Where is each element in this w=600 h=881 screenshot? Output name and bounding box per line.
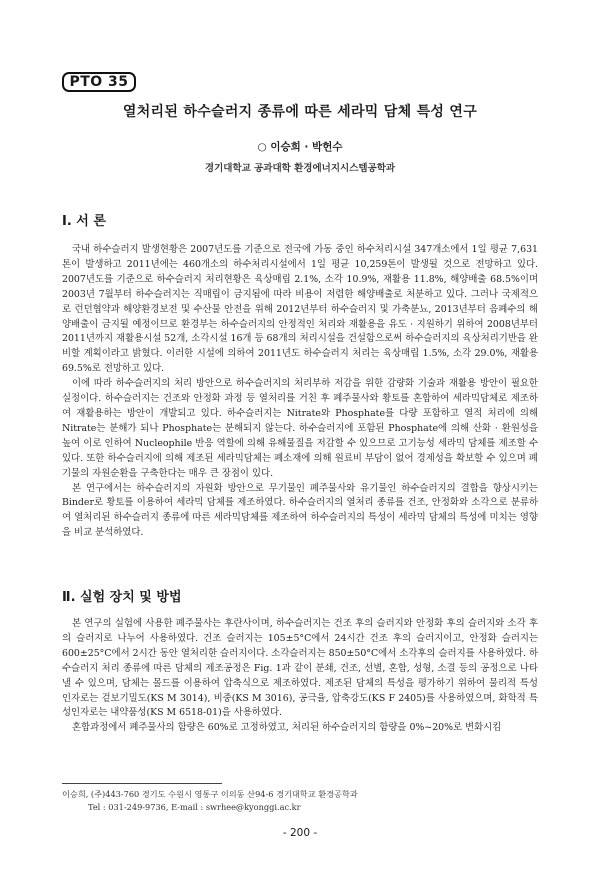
section-heading-methods: Ⅱ. 실험 장치 및 방법 <box>62 590 182 605</box>
paragraph: 본 연구의 실험에 사용한 폐주물사는 후란사이며, 하수슬러지는 건조 후의 슬러지와 안정화 후의 슬러지와 소각 후의 슬러지로 나누어 사용하였다. 건조 슬러지는 105±5°C에서 24시간 건조 후의 슬러지이고, 안정화 슬러지는 600±25°C에서 2시간 동안 열처리한 슬러지이다. 소각슬러지는 850±50°C에서 소각후의 슬러지를 사용하였다. 하수슬러지 처리 종류에 따른 담체의 제조공정은 Fig. 1과 같이 분쇄, 건조, 선별, 혼합, 성형, 소결 등의 공정으로 나타낼 수 있으며, 담체는 몰드를 이용하여 압축식으로 제조하였다. 제조된 담체의 특성을 평가하기 위하여 물리적 특성 인자로는 겉보기밀도(KS M 3014), 비중(KS M 3016), 공극율, 압축강도(KS F 2405)를 사용하였으며, 화학적 특성인자로는 내약품성(KS M 6518-01)을 사용하였다. <box>62 618 538 719</box>
session-tag: PTO 35 <box>62 72 136 92</box>
footnote <box>62 788 358 813</box>
paragraph: 혼합과정에서 폐주물사의 함량은 60%로 고정하였고, 처리된 하수슬러지의 함량을 0%~20%로 변화시킴 <box>72 722 502 734</box>
paragraph: 이에 따라 하수슬러지의 처리 방안으로 하수슬러지의 처리부하 저감을 위한 감량화 기술과 재활용 방안이 필요한 실정이다. 하수슬러지는 건조와 안정화 과정 등 열처리를 거친 후 폐주물사와 황토를 혼합하여 세라믹담체로 제조하여 재활용하는 방안이 개발되고 있다. 하수슬러지는 Nitrate와 Phosphate를 다량 포함하고 열적 처리에 의해 Nitrate는 분해가 되나 Phosphate는 분해되지 않는다. 하수슬러지에 포함된 Phosphate에 의해 산화 · 환원성을 높여 이로 인하여 Nucleophile 반응 역할에 의해 유해물질을 저감할 수 있으므로 고기능성 세라믹 담체를 제조할 수 있다. 또한 하수슬러지에 의해 제조된 세라믹담체는 폐소재에 의해 원료비 부담이 없어 경제성을 확보할 수 있으며 폐기물의 자원순환을 구축한다는 매우 큰 장점이 있다. <box>62 378 538 479</box>
paper-title: 열처리된 하수슬러지 종류에 따른 세라믹 담체 특성 연구 <box>122 104 478 120</box>
affiliation: 경기대학교 공과대학 환경에너지시스템공학과 <box>204 163 396 174</box>
section-body-methods <box>62 617 538 736</box>
footnote-address: 이승희, (주)443-760 경기도 수원시 영통구 이의동 산94-6 경기대학교 환경공학과 <box>62 789 358 799</box>
page-number: - 200 - <box>282 827 318 839</box>
section-heading-introduction: Ⅰ. 서 론 <box>62 214 106 229</box>
section-body-introduction <box>62 243 538 541</box>
authors: ○ 이승희 · 박헌수 <box>257 141 343 153</box>
footnote-contact: Tel : 031-249-9736, E-mail : swrhee@kyonggi.ac.kr <box>88 801 301 812</box>
footnote-rule <box>62 783 222 784</box>
paragraph: 본 연구에서는 하수슬러지의 자원화 방안으로 무기물인 폐주물사와 유기물인 하수슬러지의 결합을 향상시키는 Binder로 황토를 이용하여 세라믹 담체를 제조하였다. 하수슬러지의 열처리 종류를 건조, 안정화와 소각으로 분류하여 열처리된 하수슬러지 종류에 따른 세라믹담체를 제조하여 하수슬러지의 특성이 세라믹 담체의 특성에 미치는 영향을 비교 분석하였다. <box>62 482 538 539</box>
paragraph: 국내 하수슬러지 발생현황은 2007년도를 기준으로 전국에 가동 중인 하수처리시설 347개소에서 1일 평균 7,631톤이 발생하고 2011년에는 460개소의 하수처리시설에서 1일 평균 10,259톤이 발생될 것으로 전망하고 있다. 2007년도를 기준으로 하수슬러지 처리현황은 육상매립 2.1%, 소각 10.9%, 재활용 11.8%, 해양배출 68.5%이며 2003년 7월부터 하수슬러지는 직매립이 금지됨에 따라 비용이 저렴한 해양배출로 처분하고 있다. 그러나 국제적으로 런던협약과 해양환경보전 및 수산물 안전을 위해 2012년부터 하수슬러지 및 가축분뇨, 2013년부터 음폐수의 해양배출이 금지될 예정이므로 환경부는 하수슬러지의 안정적인 처리와 재활용을 유도 · 지원하기 위하여 2008년부터 2011년까지 재활용시설 52개, 소각시설 16개 등 68개의 처리시설을 건설함으로써 하수슬러지의 육상처리기반을 완비할 계획이라고 밝혔다. 이러한 시설에 의하여 2011년도 하수슬러지 처리는 육상매립 1.5%, 소각 29.0%, 재활용 69.5%로 전망하고 있다. <box>62 244 538 375</box>
